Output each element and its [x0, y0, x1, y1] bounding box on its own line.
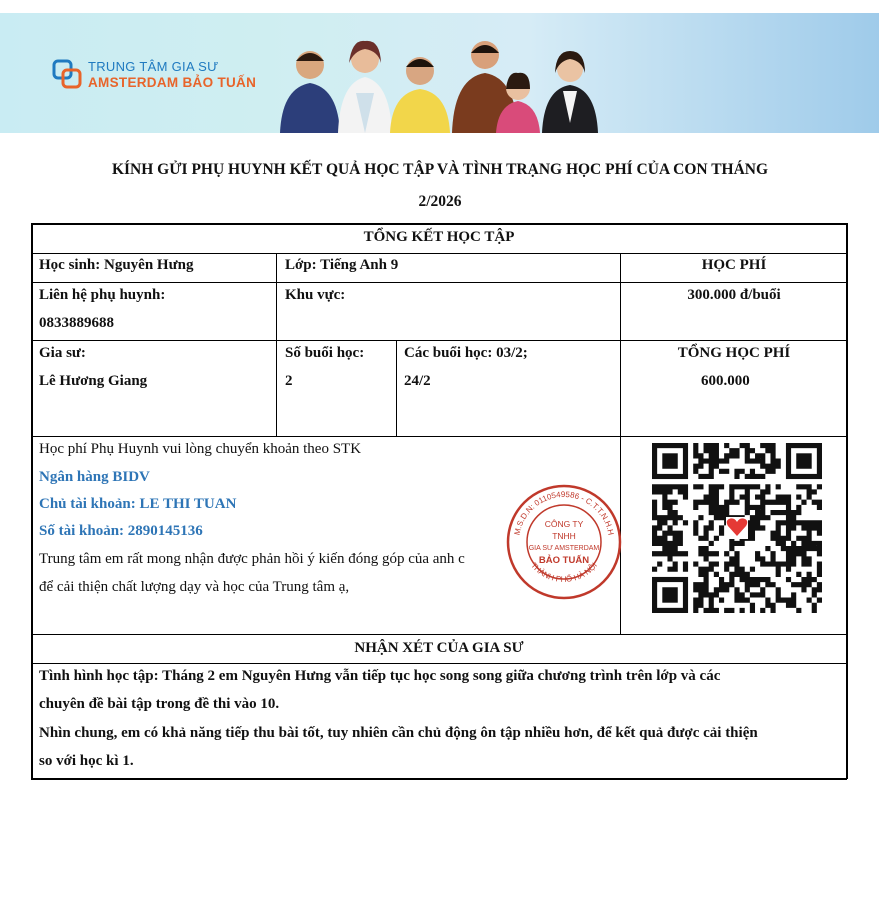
tutor-name: Lê Hương Giang	[39, 373, 148, 389]
account-number: Số tài khoản: 2890145136	[39, 523, 203, 539]
feedback-line1: Trung tâm em rất mong nhận được phản hồi ý kiến đóng góp của anh c	[39, 551, 465, 567]
svg-text:M.S.D.N: 0110549586 - C.T.T.N.: M.S.D.N: 0110549586 - C.T.T.N.H.H	[512, 489, 616, 536]
svg-text:GIA SƯ AMSTERDAM: GIA SƯ AMSTERDAM	[528, 545, 600, 552]
session-dates-cont: 24/2	[404, 373, 431, 389]
company-stamp	[505, 483, 623, 601]
bank-name: Ngân hàng BIDV	[39, 469, 150, 485]
svg-text:TNHH: TNHH	[552, 531, 576, 541]
tutor-label: Gia sư:	[39, 345, 86, 361]
review-line4: so với học kì 1.	[39, 753, 134, 769]
review-line1: Tình hình học tập: Tháng 2 em Nguyên Hưng vẫn tiếp tục học song song giữa chương trình trên lớp và các	[39, 668, 721, 684]
brand-line2: AMSTERDAM BẢO TUẤN	[88, 75, 257, 90]
svg-text:CÔNG TY: CÔNG TY	[544, 519, 584, 529]
sessions-label: Số buổi học:	[285, 345, 365, 361]
payment-intro: Học phí Phụ Huynh vui lòng chuyển khoản theo STK	[39, 441, 362, 457]
class-name: Lớp: Tiếng Anh 9	[285, 257, 399, 273]
review-line3: Nhìn chung, em có khả năng tiếp thu bài tốt, tuy nhiên cần chủ động ôn tập nhiều hơn, để kết quả được cải thiện	[39, 725, 758, 741]
review-heading: NHẬN XÉT CỦA GIA SƯ	[354, 640, 524, 656]
sessions-value: 2	[285, 373, 293, 389]
brand-line1: TRUNG TÂM GIA SƯ	[88, 59, 219, 74]
summary-heading: TỔNG KẾT HỌC TẬP	[363, 229, 515, 245]
banner-people-photo	[270, 33, 610, 133]
header-banner	[0, 13, 879, 133]
svg-text:BẢO TUẤN: BẢO TUẤN	[538, 555, 590, 566]
total-fee-heading: TỔNG HỌC PHÍ	[677, 345, 791, 361]
payment-qr-code	[652, 443, 822, 613]
student-name: Học sinh: Nguyên Hưng	[39, 257, 194, 273]
account-holder: Chủ tài khoản: LE THI TUAN	[39, 496, 237, 512]
svg-text:THÀNH PHỐ HÀ NỘI: THÀNH PHỐ HÀ NỘI	[529, 560, 599, 584]
document-title-month: 2/2026	[418, 193, 462, 210]
session-dates-label: Các buổi học: 03/2;	[404, 345, 528, 361]
fee-heading: HỌC PHÍ	[701, 257, 767, 273]
parent-contact-value: 0833889688	[39, 315, 114, 331]
feedback-line2: để cải thiện chất lượng dạy và học của Trung tâm ạ,	[39, 579, 350, 595]
review-line2: chuyên đề bài tập trong đề thi vào 10.	[39, 696, 280, 712]
fee-per-session: 300.000 đ/buổi	[687, 287, 781, 303]
total-fee-value: 600.000	[701, 373, 750, 389]
document-title: KÍNH GỬI PHỤ HUYNH KẾT QUẢ HỌC TẬP VÀ TÌNH TRẠNG HỌC PHÍ CỦA CON THÁNG	[111, 161, 769, 178]
parent-contact-label: Liên hệ phụ huynh:	[39, 287, 166, 303]
area-label: Khu vực:	[285, 287, 346, 303]
center-logo-icon	[52, 59, 82, 89]
